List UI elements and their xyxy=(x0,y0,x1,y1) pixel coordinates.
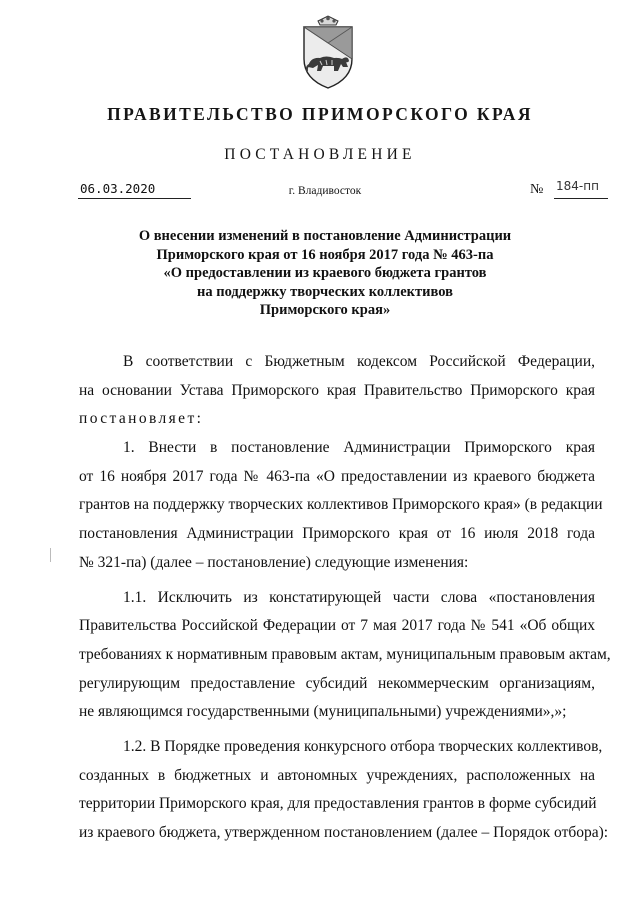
body-line: регулирующим предоставление субсидий некоммерческим организациям, xyxy=(79,674,595,692)
subject-line: Приморского края от 16 ноября 2017 года № 463-па xyxy=(156,246,494,263)
body-line: от 16 ноября 2017 года № 463-па «О предоставлении из краевого бюджета xyxy=(79,467,595,485)
subject-line: на поддержку творческих коллективов xyxy=(197,283,453,300)
document-date xyxy=(78,181,191,201)
body-line: Правительства Российской Федерации от 7 мая 2017 года № 541 «Об общих xyxy=(79,617,595,635)
document-number xyxy=(530,179,608,201)
date-underline xyxy=(78,198,191,199)
body-line: созданных в бюджетных и автономных учреждениях, расположенных на xyxy=(79,766,595,784)
subject-line: «О предоставлении из краевого бюджета грантов xyxy=(163,265,487,282)
body-line: 1.2. В Порядке проведения конкурсного отбора творческих коллективов, xyxy=(123,737,603,755)
body-line: требованиях к нормативным правовым актам, муниципальным правовым актам, xyxy=(79,645,611,663)
body-line: на основании Устава Приморского края Правительство Приморского края xyxy=(79,381,595,399)
paragraph-preamble xyxy=(79,352,595,438)
body-line: постановляет: xyxy=(79,410,204,428)
margin-mark xyxy=(50,548,51,562)
body-line: 1. Внести в постановление Администрации Приморского края xyxy=(123,439,595,457)
subject-line: О внесении изменений в постановление Администрации xyxy=(138,228,512,244)
paragraph-item-1-2 xyxy=(79,737,609,852)
body-line: из краевого бюджета, утвержденном постановлением (далее – Порядок отбора): xyxy=(79,824,609,841)
body-line: № 321-па) (далее – постановление) следующие изменения: xyxy=(79,553,469,571)
paragraph-item-1-1 xyxy=(79,588,611,731)
body-line: грантов на поддержку творческих коллективов Приморского края» (в редакции xyxy=(79,496,603,514)
body-line: постановления Администрации Приморского края от 16 июля 2018 года xyxy=(79,525,595,543)
document-type: ПОСТАНОВЛЕНИЕ xyxy=(224,146,416,163)
subject-line: Приморского края» xyxy=(259,302,391,319)
body-line: 1.1. Исключить из констатирующей части слова «постановления xyxy=(123,588,595,606)
number-sign: № xyxy=(530,182,544,197)
document-date-value: 06.03.2020 xyxy=(80,181,156,196)
body-line: территории Приморского края, для предоставления грантов в форме субсидий xyxy=(79,795,597,813)
document-number-value: 184-пп xyxy=(556,179,599,193)
body-line: В соответствии с Бюджетным кодексом Российской Федерации, xyxy=(123,353,595,370)
issue-city: г. Владивосток xyxy=(288,185,362,197)
number-underline xyxy=(554,198,608,199)
paragraph-item-1 xyxy=(79,438,603,581)
coat-of-arms-emblem xyxy=(296,15,360,91)
document-subject xyxy=(80,227,570,320)
document-body xyxy=(79,352,611,852)
government-title: ПРАВИТЕЛЬСТВО ПРИМОРСКОГО КРАЯ xyxy=(107,104,533,124)
body-line: не являющимся государственными (муниципальными) учреждениями»,»; xyxy=(79,703,567,721)
